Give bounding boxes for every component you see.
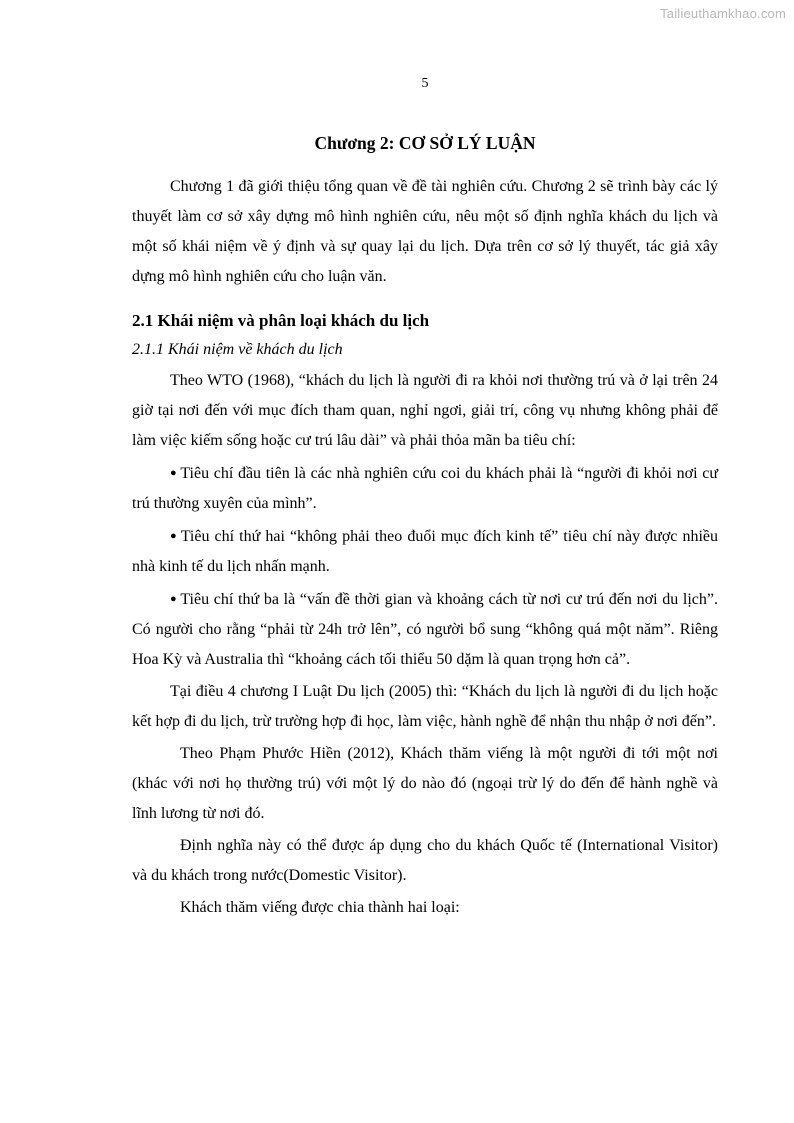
bullet-item xyxy=(132,458,718,519)
pham-paragraph: Theo Phạm Phước Hiền (2012), Khách thăm viếng là một người đi tới một nơi (khác với nơi họ thường trú) với một lý do nào đó (ngoại trừ lý do đến để hành nghề và lĩnh lương từ nơi đó. xyxy=(132,745,718,822)
bullet-text: Tiêu chí thứ hai “không phải theo đuổi mục đích kinh tế” tiêu chí này được nhiều nhà kinh tế du lịch nhấn mạnh. xyxy=(132,528,718,575)
bullet-icon: ● xyxy=(170,593,178,605)
bullet-item xyxy=(132,584,718,675)
types-paragraph: Khách thăm viếng được chia thành hai loại: xyxy=(180,899,460,916)
definition-paragraph: Định nghĩa này có thể được áp dụng cho du khách Quốc tế (International Visitor) và du khách trong nước(Domestic Visitor). xyxy=(132,837,718,884)
bullet-text: Tiêu chí đầu tiên là các nhà nghiên cứu coi du khách phải là “người đi khỏi nơi cư trú thường xuyên của mình”. xyxy=(132,465,718,512)
bullet-text: Tiêu chí thứ ba là “vấn đề thời gian và khoảng cách từ nơi cư trú đến nơi du lịch”. Có người cho rằng “phải từ 24h trở lên”, có người bổ sung “không quá một năm”. Riêng Hoa Kỳ và Australia thì “khoảng cách tối thiểu 50 dặm là quan trọng hơn cả”. xyxy=(132,591,718,668)
intro-paragraph: Chương 1 đã giới thiệu tổng quan về đề tài nghiên cứu. Chương 2 sẽ trình bày các lý thuyết làm cơ sở xây dựng mô hình nghiên cứu, nêu một số định nghĩa khách du lịch và một số khái niệm về ý định và sự quay lại du lịch. Dựa trên cơ sở lý thuyết, tác giả xây dựng mô hình nghiên cứu cho luận văn. xyxy=(132,178,718,285)
document-body xyxy=(132,128,718,923)
watermark: Tailieuthamkhao.com xyxy=(660,6,786,21)
page-number: 5 xyxy=(421,76,429,91)
section-heading: 2.1 Khái niệm và phân loại khách du lịch xyxy=(132,311,430,330)
bullet-item xyxy=(132,521,718,582)
wto-paragraph: Theo WTO (1968), “khách du lịch là người đi ra khỏi nơi thường trú và ở lại trên 24 giờ tại nơi đến với mục đích tham quan, nghỉ ngơi, giải trí, công vụ nhưng không phải để làm việc kiếm sống hoặc cư trú lâu dài” và phải thỏa mãn ba tiêu chí: xyxy=(132,372,718,449)
law-paragraph: Tại điều 4 chương I Luật Du lịch (2005) thì: “Khách du lịch là người đi du lịch hoặc kết hợp đi du lịch, trừ trường hợp đi học, làm việc, hành nghề để nhận thu nhập ở nơi đến”. xyxy=(132,683,718,730)
bullet-icon: ● xyxy=(170,530,178,542)
subsection-heading: 2.1.1 Khái niệm về khách du lịch xyxy=(132,341,343,358)
chapter-title: Chương 2: CƠ SỞ LÝ LUẬN xyxy=(314,133,536,153)
bullet-icon: ● xyxy=(170,467,178,479)
